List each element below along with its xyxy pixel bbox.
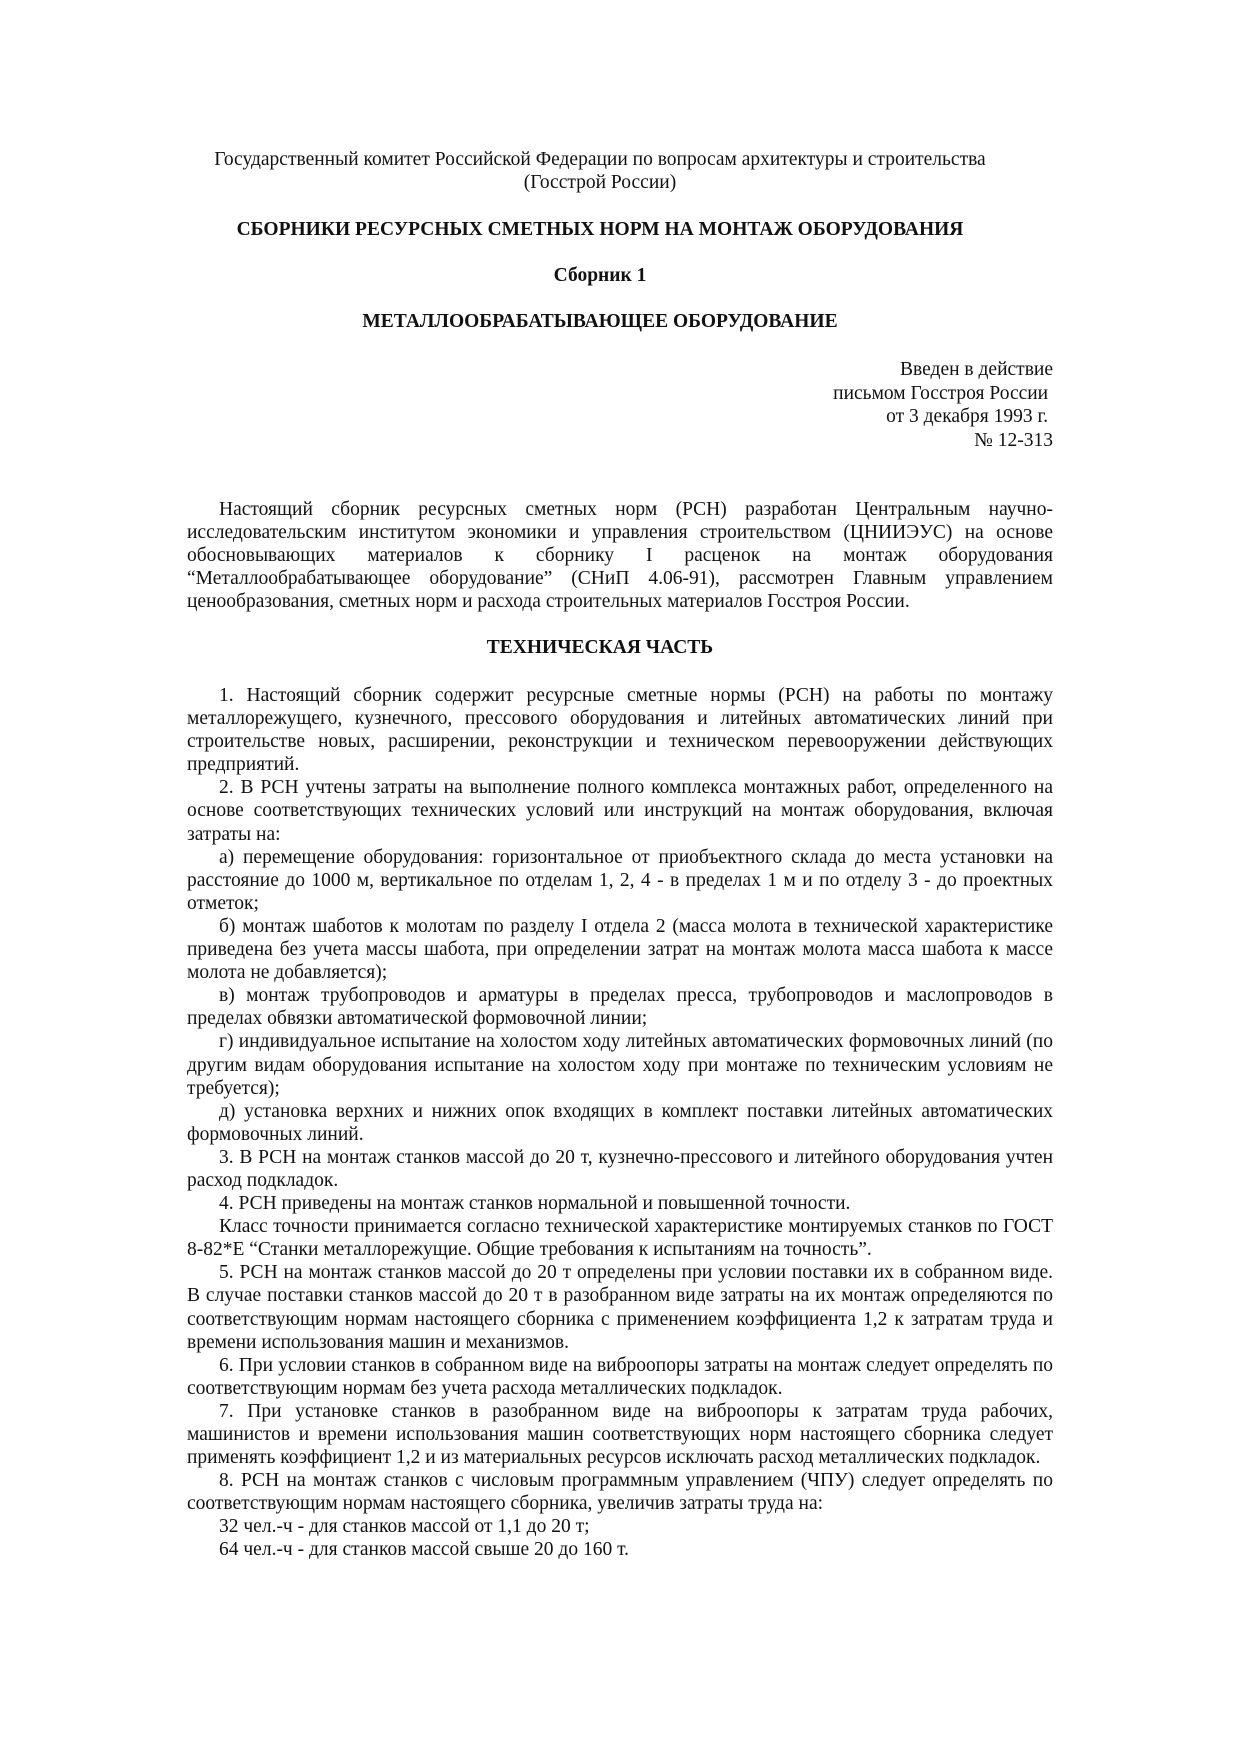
paragraph: Класс точности принимается согласно технической характеристике монтируемых станков по ГОСТ 8-82*Е “Станки металлорежущие. Общие требования к испытаниям на точность”.: [187, 1216, 1053, 1261]
intro-section: [187, 498, 1053, 613]
technical-part: [187, 684, 1053, 1562]
committee-line-2: (Госстрой России): [523, 172, 677, 193]
paragraph: в) монтаж трубопроводов и арматуры в пределах пресса, трубопроводов и маслопроводов в пределах обвязки автоматической формовочной линии;: [187, 985, 1053, 1030]
main-title: СБОРНИКИ РЕСУРСНЫХ СМЕТНЫХ НОРМ НА МОНТАЖ ОБОРУДОВАНИЯ: [236, 219, 964, 240]
collection-number: Сборник 1: [553, 265, 647, 286]
enactment-line-2: письмом Госстроя России: [833, 382, 1053, 404]
enactment-block: [833, 358, 1053, 452]
committee-line-1: Государственный комитет Российской Федерации по вопросам архитектуры и строительства: [214, 149, 986, 170]
paragraph: а) перемещение оборудования: горизонтальное от приобъектного склада до места установки на расстояние до 1000 м, вертикальное по отделам 1, 2, 4 - в пределах 1 м и по отделу 3 - до проектных отметок;: [187, 846, 1053, 914]
paragraph: 3. В РСН на монтаж станков массой до 20 т, кузнечно-прессового и литейного оборудования учтен расход подкладок.: [187, 1146, 1053, 1191]
paragraph: 7. При установке станков в разобранном виде на виброопоры к затратам труда рабочих, машинистов и времени использования машин соответствующих норм настоящего сборника следует применять коэффициент 1,2 и из материальных ресурсов исключать расход металлических подкладок.: [187, 1400, 1053, 1469]
enactment-line-3: от 3 декабря 1993 г.: [886, 406, 1053, 427]
paragraph: д) установка верхних и нижних опок входящих в комплект поставки литейных автоматических формовочных линий.: [187, 1100, 1053, 1145]
paragraph: 32 чел.-ч - для станков массой от 1,1 до 20 т;: [219, 1516, 590, 1538]
paragraph: 64 чел.-ч - для станков массой свыше 20 до 160 т.: [219, 1539, 630, 1561]
enactment-line-1: Введен в действие: [900, 359, 1053, 380]
enactment-line-4: № 12-313: [974, 429, 1053, 451]
collection-title: МЕТАЛЛООБРАБАТЫВАЮЩЕЕ ОБОРУДОВАНИЕ: [362, 311, 838, 332]
intro-paragraph: Настоящий сборник ресурсных сметных норм (РСН) разработан Центральным научно-исследовательским институтом экономики и управления строительством (ЦНИИЭУС) на основе обосновывающих материалов к сборнику I расценок на монтаж оборудования “Металлообрабатывающее оборудование” (СНиП 4.06-91), рассмотрен Главным управлением ценообразования, сметных норм и расхода строительных материалов Госстроя России.: [187, 499, 1053, 613]
paragraph: 6. При условии станков в собранном виде на виброопоры затраты на монтаж следует определять по соответствующим нормам без учета расхода металлических подкладок.: [187, 1354, 1053, 1399]
paragraph: 2. В РСН учтены затраты на выполнение полного комплекса монтажных работ, определенного на основе соответствующих технических условий или инструкций на монтаж оборудования, включая затраты на:: [187, 777, 1053, 845]
paragraph: 1. Настоящий сборник содержит ресурсные сметные нормы (РСН) на работы по монтажу металлорежущего, кузнечного, прессового оборудования и литейных автоматических линий при строительстве новых, расширении, реконструкции и техническом перевооружении действующих предприятий.: [187, 685, 1053, 776]
committee-name: [150, 148, 1050, 194]
paragraph: б) монтаж шаботов к молотам по разделу I отдела 2 (масса молота в технической характеристике приведена без учета массы шабота, при определении затрат на монтаж молота масса шабота к массе молота не добавляется);: [187, 915, 1053, 984]
paragraph: 5. РСН на монтаж станков массой до 20 т определены при условии поставки их в собранном виде. В случае поставки станков массой до 20 т в разобранном виде затраты на их монтаж определяются по соответствующим нормам настоящего сборника с применением коэффициента 1,2 к затратам труда и времени использования машин и механизмов.: [187, 1262, 1053, 1353]
paragraph: 4. РСН приведены на монтаж станков нормальной и повышенной точности.: [219, 1193, 851, 1215]
paragraph: 8. РСН на монтаж станков с числовым программным управлением (ЧПУ) следует определять по соответствующим нормам настоящего сборника, увеличив затраты труда на:: [187, 1470, 1053, 1515]
section-title: ТЕХНИЧЕСКАЯ ЧАСТЬ: [486, 637, 714, 658]
paragraph: г) индивидуальное испытание на холостом ходу литейных автоматических формовочных линий (по другим видам оборудования испытание на холостом ходу при монтаже по техническим условиям не требуется);: [187, 1031, 1053, 1099]
